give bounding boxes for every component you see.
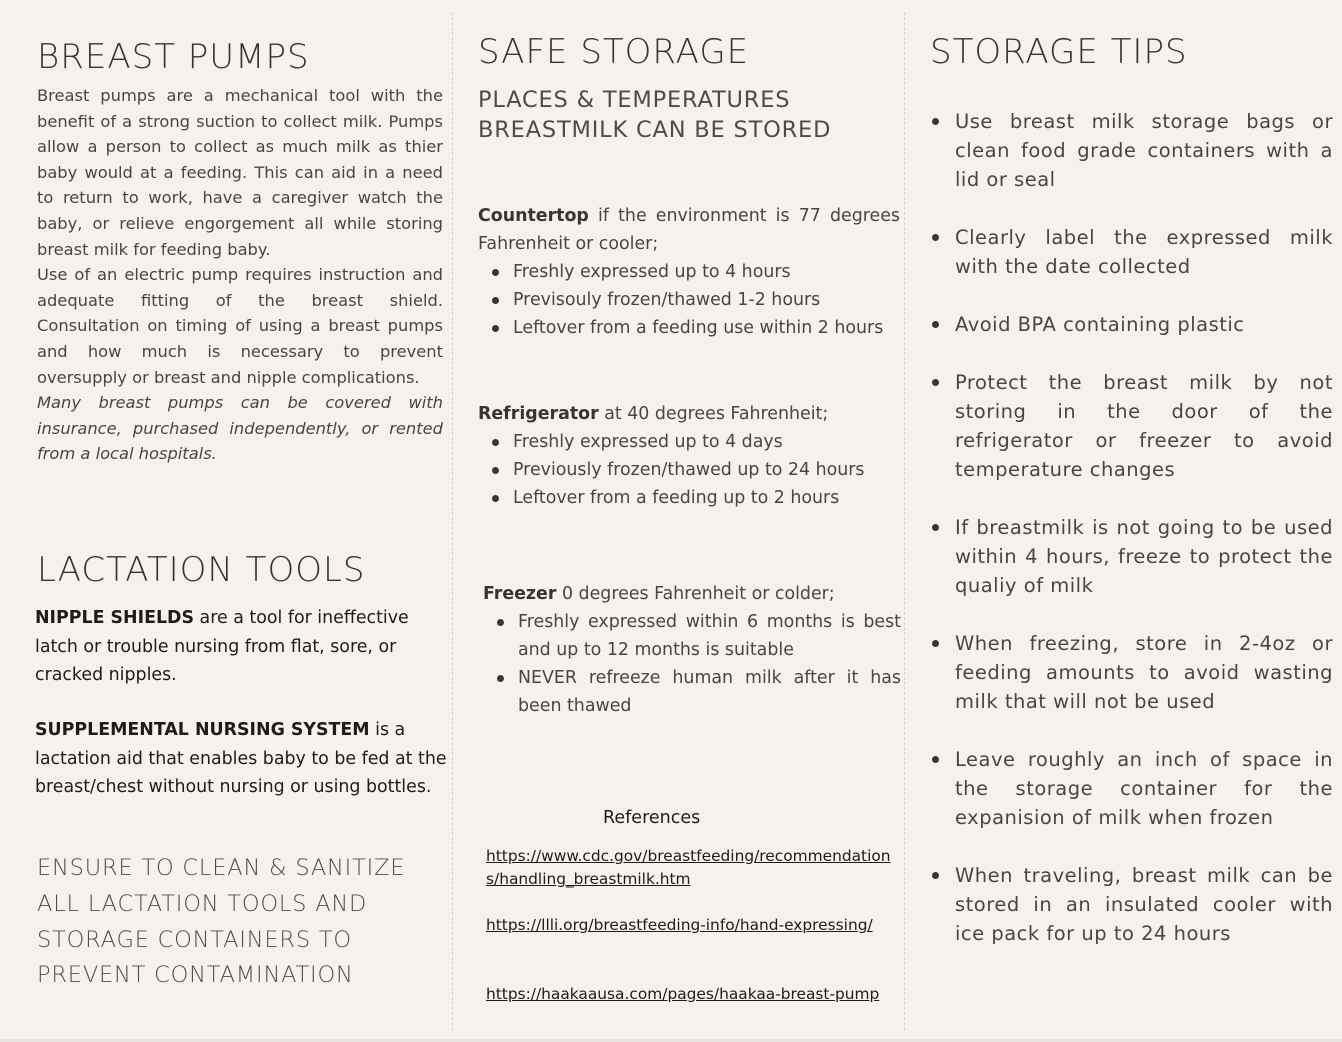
list-item: Leave roughly an inch of space in the storage container for the expanision of milk when frozen — [955, 745, 1333, 832]
reference-link-cdc[interactable]: https://www.cdc.gov/breastfeeding/recommendations/handling_breastmilk.htm — [486, 847, 891, 888]
list-item: Leftover from a feeding use within 2 hours — [513, 314, 900, 342]
column-divider-right — [904, 12, 905, 1030]
breast-pumps-para-1: Breast pumps are a mechanical tool with the benefit of a strong suction to collect milk. Pumps allow a person to collect as much milk as thier baby would at a feeding. This can aid in a need to return to work, have a caregiver watch the baby, or relieve engorgement all while storing breast milk for feeding baby. — [37, 86, 443, 259]
nipple-shields-text — [35, 604, 455, 690]
lactation-tools-heading: LACTATION TOOLS — [37, 550, 366, 590]
list-item: Previsouly frozen/thawed 1-2 hours — [513, 286, 900, 314]
list-item: If breastmilk is not going to be used within 4 hours, freeze to protect the qualiy of milk — [955, 513, 1333, 600]
countertop-list — [478, 258, 900, 342]
sns-label: SUPPLEMENTAL NURSING SYSTEM — [35, 720, 370, 740]
storage-tips-column — [930, 0, 1333, 1042]
refrigerator-condition: at 40 degrees Fahrenheit; — [598, 404, 829, 424]
list-item: Protect the breast milk by not storing in the door of the refrigerator or freezer to avoid temperature changes — [955, 368, 1333, 484]
list-item: NEVER refreeze human milk after it has been thawed — [518, 664, 901, 720]
freezer-label: Freezer — [483, 584, 557, 604]
refrigerator-intro — [478, 400, 900, 428]
list-item: Previously frozen/thawed up to 24 hours — [513, 456, 900, 484]
refrigerator-label: Refrigerator — [478, 404, 599, 424]
breast-pumps-para-3: Many breast pumps can be covered with insurance, purchased independently, or rented from a local hospitals. — [37, 393, 443, 464]
breast-pumps-para-2: Use of an electric pump requires instruction and adequate fitting of the breast shield. Consultation on timing of using a breast pumps and how much is necessary to prevent oversupply or breast and nipple complications. — [37, 265, 443, 387]
list-item: Leftover from a feeding up to 2 hours — [513, 484, 900, 512]
freezer-list — [483, 608, 901, 720]
countertop-section — [478, 202, 900, 342]
nipple-shields-desc: are a tool for ineffective latch or trouble nursing from flat, sore, or cracked nipples. — [35, 608, 409, 685]
list-item: Clearly label the expressed milk with the date collected — [955, 223, 1333, 281]
storage-tips-heading: STORAGE TIPS — [930, 32, 1188, 72]
sns-desc: is a lactation aid that enables baby to be fed at the breast/chest without nursing or using bottles. — [35, 720, 447, 797]
refrigerator-section — [478, 400, 900, 512]
clean-sanitize-note: ENSURE TO CLEAN & SANITIZE ALL LACTATION TOOLS AND STORAGE CONTAINERS TO PREVENT CONTAMINATION — [37, 855, 406, 989]
references-title: References — [603, 808, 701, 828]
freezer-condition: 0 degrees Fahrenheit or colder; — [556, 584, 835, 604]
breast-pumps-body — [37, 83, 443, 467]
countertop-label: Countertop — [478, 206, 589, 226]
list-item: When traveling, breast milk can be stored in an insulated cooler with ice pack for up to 24 hours — [955, 861, 1333, 948]
nipple-shields-label: NIPPLE SHIELDS — [35, 608, 195, 628]
breast-pumps-column — [35, 0, 447, 1042]
safe-storage-heading: SAFE STORAGE — [478, 32, 750, 72]
countertop-condition: if the environment is 77 degrees Fahrenheit or cooler; — [478, 206, 900, 254]
reference-link-haakaa[interactable]: https://haakaausa.com/pages/haakaa-breast-pump — [486, 985, 880, 1003]
breast-pumps-heading: BREAST PUMPS — [37, 37, 310, 77]
sns-text — [35, 716, 455, 802]
freezer-intro — [483, 580, 901, 608]
list-item: Freshly expressed up to 4 hours — [513, 258, 900, 286]
list-item: Use breast milk storage bags or clean food grade containers with a lid or seal — [955, 107, 1333, 194]
refrigerator-list — [478, 428, 900, 512]
list-item: Avoid BPA containing plastic — [955, 310, 1333, 339]
reference-link-llli[interactable]: https://llli.org/breastfeeding-info/hand-expressing/ — [486, 916, 873, 934]
list-item: When freezing, store in 2-4oz or feeding amounts to avoid wasting milk that will not be used — [955, 629, 1333, 716]
storage-tips-list — [930, 107, 1333, 977]
freezer-section — [483, 580, 901, 720]
list-item: Freshly expressed up to 4 days — [513, 428, 900, 456]
countertop-intro — [478, 202, 900, 258]
safe-storage-column — [478, 0, 900, 1042]
list-item: Freshly expressed within 6 months is best and up to 12 months is suitable — [518, 608, 901, 664]
storage-places-subheading: PLACES & TEMPERATURES BREASTMILK CAN BE STORED — [478, 87, 832, 143]
column-divider-left — [452, 12, 453, 1030]
